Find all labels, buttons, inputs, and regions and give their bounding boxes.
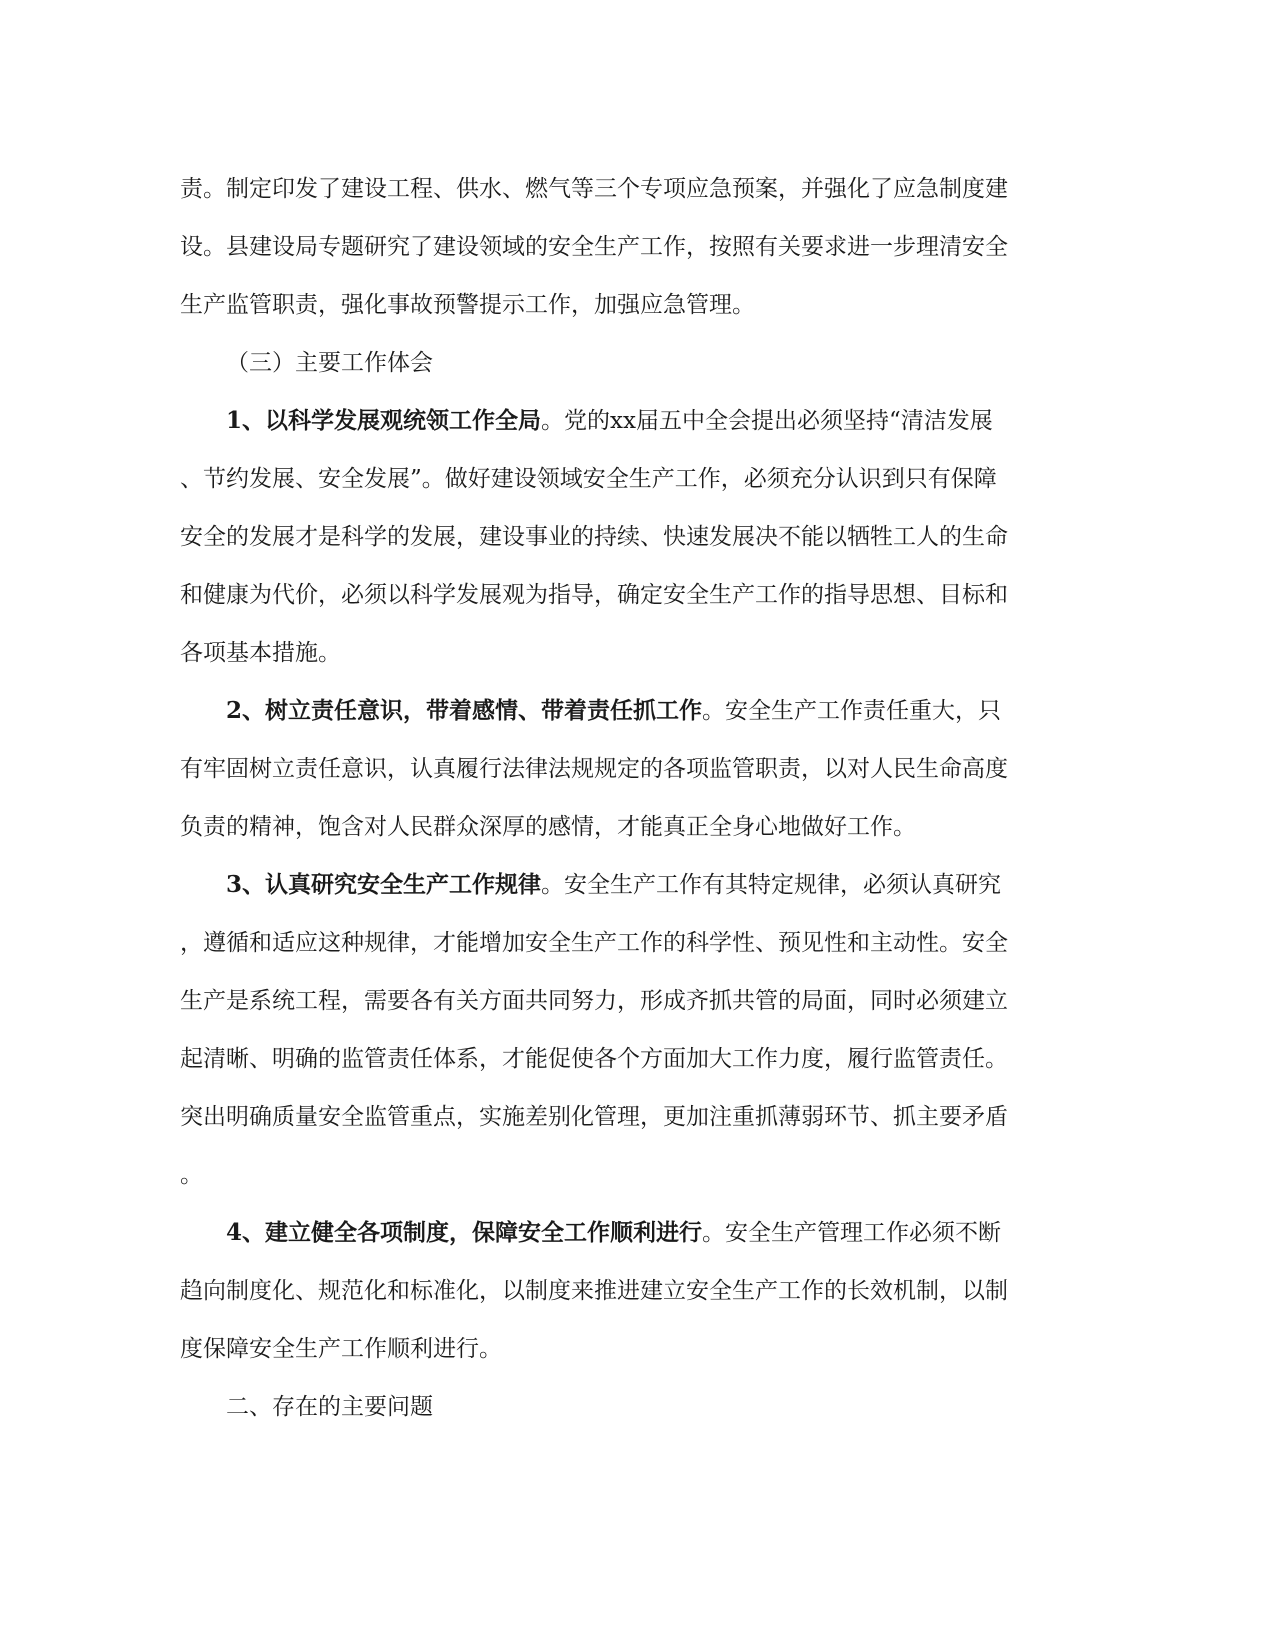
text-line: ，遵循和适应这种规律，才能增加安全生产工作的科学性、预见性和主动性。安全 — [180, 930, 1008, 956]
item-first-line — [180, 856, 1035, 914]
text-line: 生产监管职责，强化事故预警提示工作，加强应急管理。 — [180, 292, 755, 318]
document-page — [180, 160, 1035, 1436]
item-4 — [180, 1204, 1035, 1378]
item-text: 。安全生产工作责任重大，只 — [702, 698, 1002, 724]
item-title: 3、认真研究安全生产工作规律 — [226, 871, 542, 898]
text-line: 设。县建设局专题研究了建设领域的安全生产工作，按照有关要求进一步理清安全 — [180, 234, 1008, 260]
text-line: 各项基本措施。 — [180, 640, 341, 666]
item-title: 4、建立健全各项制度，保障安全工作顺利进行 — [226, 1219, 703, 1246]
item-first-line — [180, 1204, 1035, 1262]
item-3 — [180, 856, 1035, 1204]
item-text: 。安全生产工作有其特定规律，必须认真研究 — [541, 872, 1002, 898]
text-line: 。 — [180, 1162, 203, 1188]
text-line: 、节约发展、安全发展”。做好建设领域安全生产工作，必须充分认识到只有保障 — [180, 466, 997, 492]
text-line: 有牢固树立责任意识，认真履行法律法规规定的各项监管职责，以对人民生命高度 — [180, 756, 1008, 782]
text-line: 安全的发展才是科学的发展，建设事业的持续、快速发展决不能以牺牲工人的生命 — [180, 524, 1008, 550]
item-first-line — [180, 682, 1035, 740]
text-line: 生产是系统工程，需要各有关方面共同努力，形成齐抓共管的局面，同时必须建立 — [180, 988, 1008, 1014]
item-title: 2、树立责任意识，带着感情、带着责任抓工作 — [226, 697, 703, 724]
item-first-line — [180, 392, 1035, 450]
text-line: 度保障安全生产工作顺利进行。 — [180, 1336, 502, 1362]
item-text: 。安全生产管理工作必须不断 — [702, 1220, 1002, 1246]
text-line: 责。制定印发了建设工程、供水、燃气等三个专项应急预案，并强化了应急制度建 — [180, 176, 1008, 202]
paragraph-emergency — [180, 160, 1035, 334]
text-line: 起清晰、明确的监管责任体系，才能促使各个方面加大工作力度，履行监管责任。 — [180, 1046, 1008, 1072]
text-line: 突出明确质量安全监管重点，实施差别化管理，更加注重抓薄弱环节、抓主要矛盾 — [180, 1104, 1008, 1130]
text-line: 负责的精神，饱含对人民群众深厚的感情，才能真正全身心地做好工作。 — [180, 814, 916, 840]
heading-work-experience: （三）主要工作体会 — [226, 350, 433, 376]
section-heading-problems: 二、存在的主要问题 — [226, 1394, 433, 1420]
item-text: 。党的xx届五中全会提出必须坚持“清洁发展 — [541, 408, 993, 434]
item-2 — [180, 682, 1035, 856]
item-1 — [180, 392, 1035, 682]
text-line: 和健康为代价，必须以科学发展观为指导，确定安全生产工作的指导思想、目标和 — [180, 582, 1008, 608]
item-title: 1、以科学发展观统领工作全局 — [226, 407, 542, 434]
text-line: 趋向制度化、规范化和标准化，以制度来推进建立安全生产工作的长效机制，以制 — [180, 1278, 1008, 1304]
